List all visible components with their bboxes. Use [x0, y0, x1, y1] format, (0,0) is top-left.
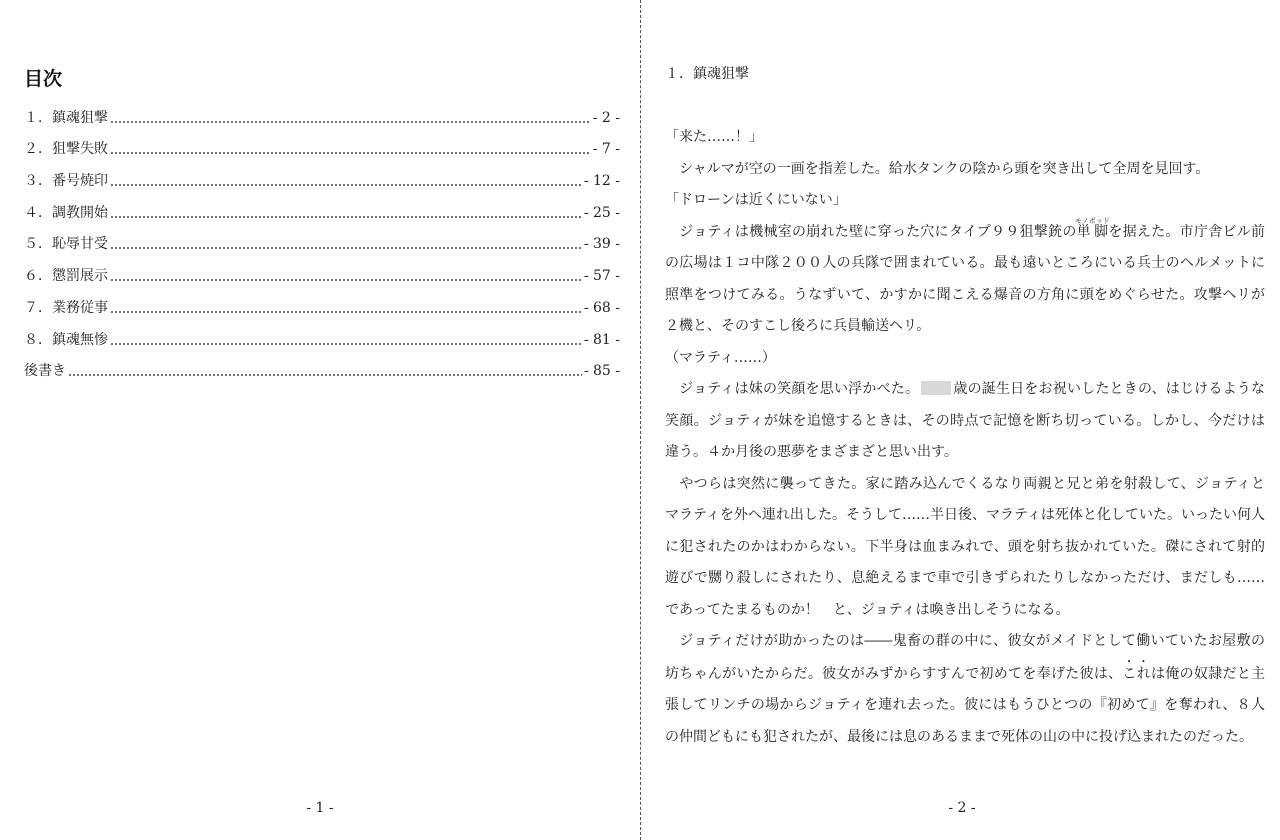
- toc-dot-leader: [110, 143, 591, 155]
- paragraph: シャルマが空の一画を指差した。給水タンクの陰から頭を突き出して全周を見回す。: [665, 160, 1210, 177]
- toc-entry[interactable]: [24, 318, 620, 350]
- toc-entry-page: - 81 -: [583, 331, 620, 348]
- paragraph-text: 歳の誕生日をお祝いしたときの、はじけるような笑顔。ジョティが妹を追憶するときは、その時点で記憶を断ち切っている。しかし、今だけは違う。４か月後の悪夢をまざまざと思い出す。: [665, 381, 1265, 460]
- toc-entry-title: 狙撃失敗: [52, 141, 108, 158]
- toc-dot-leader: [110, 175, 582, 187]
- toc-entry-title: 鎮魂無惨: [52, 331, 108, 348]
- toc-entry-title: 鎮魂狙撃: [52, 109, 108, 126]
- chapter-body: [665, 122, 1265, 753]
- redacted-text-block: [921, 381, 951, 395]
- paragraph: [665, 217, 1265, 343]
- toc-entry-page: - 25 -: [583, 204, 620, 221]
- toc-entry[interactable]: [24, 286, 620, 318]
- paragraph: （マラティ……）: [665, 349, 776, 366]
- toc-dot-leader: [110, 238, 582, 250]
- toc-entry-page: - 7 -: [592, 141, 620, 158]
- toc-dot-leader: [110, 302, 582, 314]
- toc-entry[interactable]: [24, 159, 620, 191]
- page-number: - 1 -: [306, 800, 334, 816]
- toc-heading: 目次: [24, 68, 63, 90]
- toc-entry-page: - 68 -: [583, 299, 620, 316]
- toc-dot-leader: [110, 207, 582, 219]
- toc-entry-number: ７．: [24, 299, 52, 316]
- toc-entry-number: ３．: [24, 173, 52, 190]
- table-of-contents: [24, 96, 620, 381]
- toc-entry-page: - 85 -: [583, 363, 620, 380]
- ruby-annotation: [1074, 216, 1110, 240]
- right-page: [641, 0, 1280, 840]
- toc-entry[interactable]: [24, 96, 620, 128]
- toc-entry-number: ５．: [24, 236, 52, 253]
- toc-entry-title: 懲罰展示: [52, 268, 108, 285]
- toc-dot-leader: [110, 112, 591, 124]
- chapter-title: １．鎮魂狙撃: [665, 66, 749, 82]
- toc-entry[interactable]: [24, 128, 620, 160]
- toc-entry-afterword[interactable]: [24, 350, 620, 382]
- toc-entry-page: - 57 -: [583, 268, 620, 285]
- toc-entry[interactable]: [24, 191, 620, 223]
- toc-entry-page: - 39 -: [583, 236, 620, 253]
- toc-entry[interactable]: [24, 254, 620, 286]
- paragraph: 「ドローンは近くにいない」: [665, 192, 847, 208]
- toc-entry-title: 恥辱甘受: [52, 236, 108, 253]
- toc-entry-page: - 2 -: [592, 109, 620, 126]
- toc-entry-title: 業務従事: [52, 299, 108, 316]
- paragraph: [665, 374, 1265, 469]
- paragraph: [665, 626, 1265, 753]
- paragraph-text: ジョティは機械室の崩れた壁に穿った穴にタイプ９９狙撃銃の: [665, 223, 1077, 240]
- toc-entry-number: ４．: [24, 204, 52, 221]
- paragraph-text: ジョティだけが助かったのは――鬼畜の群の中に、彼女がメイドとして働いていたお屋敷の坊ちゃんがいたからだ。彼女がみずからすすんで初めてを奉げた彼は、: [665, 633, 1265, 682]
- toc-entry-number: １．: [24, 109, 52, 126]
- paragraph: 「来た……！」: [665, 129, 763, 145]
- toc-entry-title: 調教開始: [52, 204, 108, 221]
- toc-entry-number: ２．: [24, 141, 52, 158]
- toc-dot-leader: [68, 365, 582, 377]
- toc-dot-leader: [110, 270, 582, 282]
- toc-entry-page: - 12 -: [583, 173, 620, 190]
- paragraph-text: ジョティは妹の笑顔を思い浮かべた。: [665, 381, 920, 397]
- paragraph-text: を据えた。市庁舎ビル前の広場は１コ中隊２００人の兵隊で囲まれている。最も遠いところにいる兵士のヘルメットに照準をつけてみる。うなずいて、かすかに聞こえる爆音の方角に頭をめぐらせた。攻撃ヘリが２機と、そのすこし後ろに兵員輸送ヘリ。: [665, 223, 1265, 334]
- emphasized-text: これ: [1122, 665, 1151, 682]
- toc-entry-title: 後書き: [24, 363, 66, 380]
- paragraph: やつらは突然に襲ってきた。家に踏み込んでくるなり両親と兄と弟を射殺して、ジョティとマラティを外へ連れ出した。そうして……半日後、マラティは死体と化していた。いったい何人に犯されたのかはわからない。下半身は血まみれで、頭を射ち抜かれていた。磔にされて射的遊びで嬲り殺しにされたり、息絶えるまで車で引きずられたりしなかっただけ、まだしも……であってたまるものか！ と、ジョティは喚き出しそうになる。: [665, 475, 1265, 618]
- ruby-text: モノポッド: [1074, 216, 1110, 225]
- toc-entry-title: 番号焼印: [52, 173, 108, 190]
- page-number: - 2 -: [948, 800, 976, 816]
- toc-entry-number: ８．: [24, 331, 52, 348]
- toc-dot-leader: [110, 334, 582, 346]
- toc-entry[interactable]: [24, 223, 620, 255]
- ruby-base: 単脚: [1074, 223, 1110, 240]
- paragraph-text: は俺の奴隷だと主張してリンチの場からジョティを連れ去った。彼にはもうひとつの『初めて』を奪われ、８人の仲間どもにも犯されたが、最後には息のあるままで死体の山の中に投げ込まれたのだった。: [665, 665, 1266, 745]
- toc-entry-number: ６．: [24, 268, 52, 285]
